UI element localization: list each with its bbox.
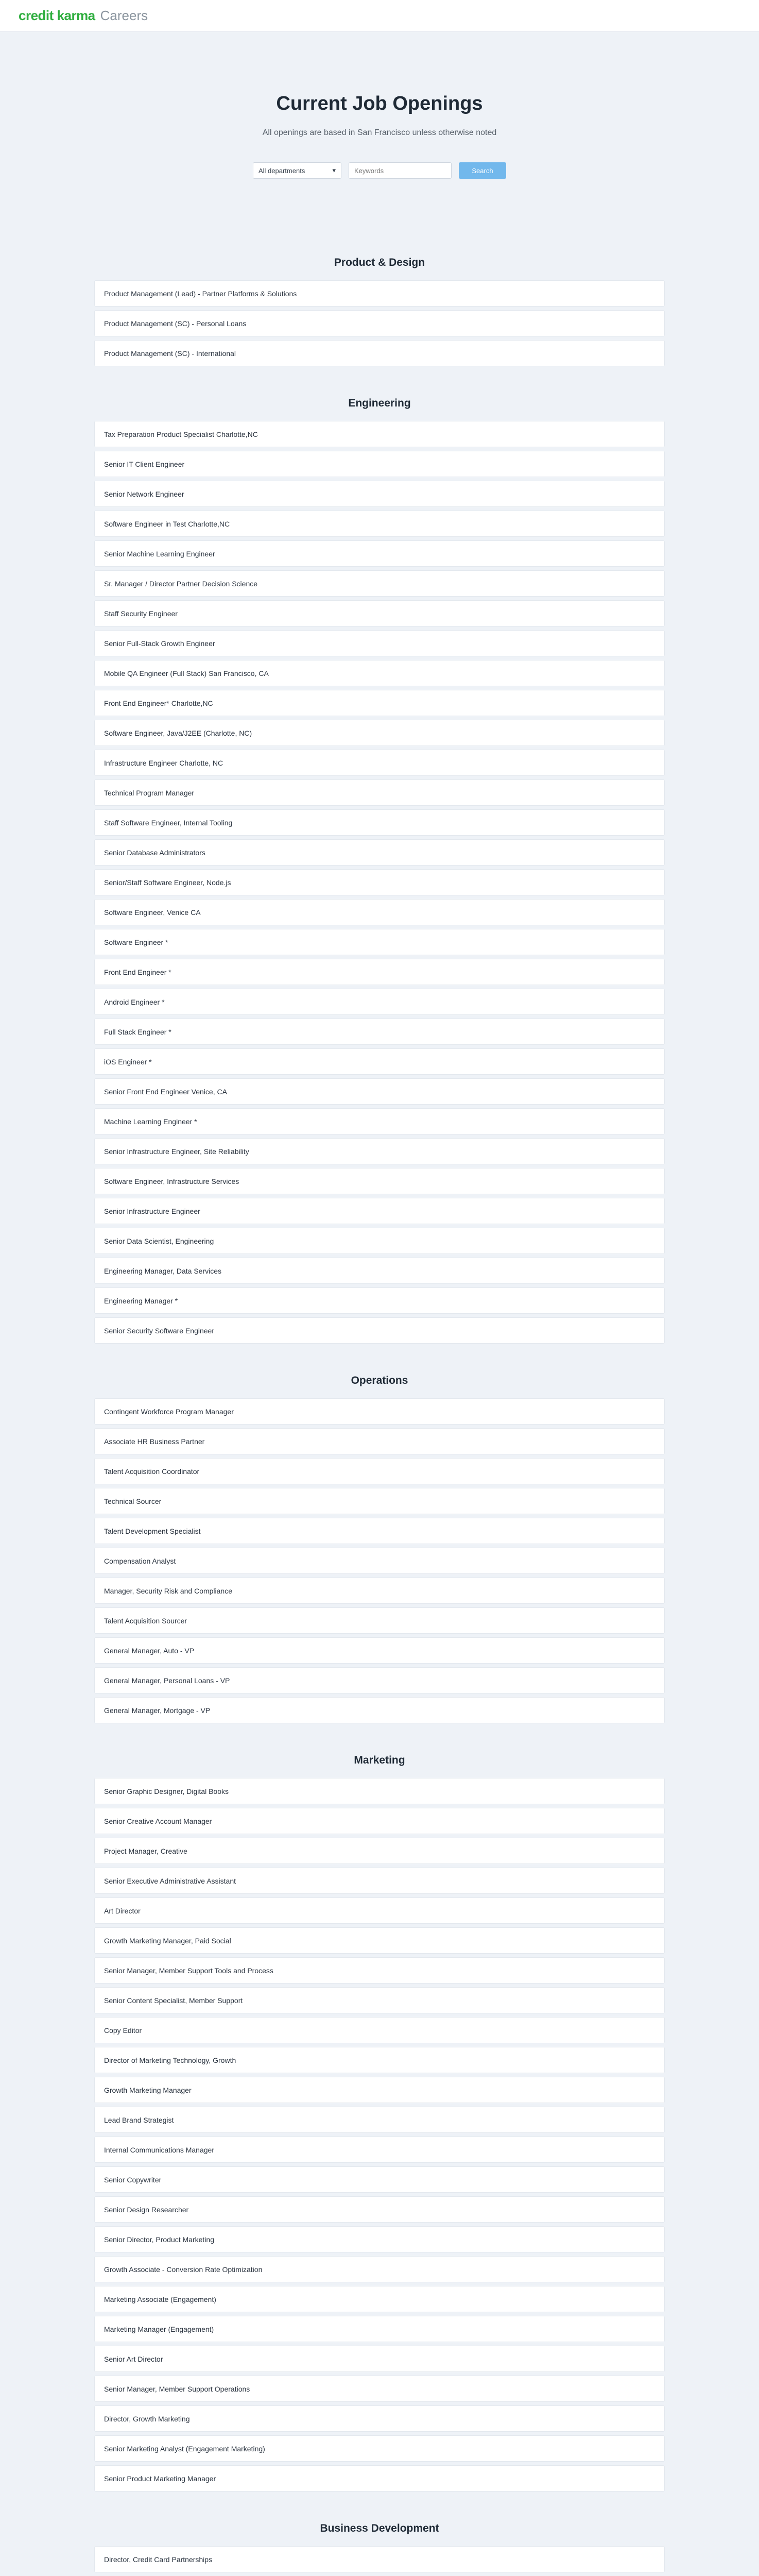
job-listing-link[interactable]: Senior/Staff Software Engineer, Node.js: [94, 869, 665, 895]
job-listing-link[interactable]: Senior Database Administrators: [94, 839, 665, 866]
job-listing-link[interactable]: Growth Marketing Manager: [94, 2077, 665, 2103]
job-listing-link[interactable]: Senior Full-Stack Growth Engineer: [94, 630, 665, 656]
section-title: Marketing: [354, 1754, 405, 1766]
job-listing-link[interactable]: Engineering Manager, Data Services: [94, 1258, 665, 1284]
job-listing-link[interactable]: Mobile QA Engineer (Full Stack) San Francisco, CA: [94, 660, 665, 686]
job-listing-link[interactable]: Senior Marketing Analyst (Engagement Marketing): [94, 2435, 665, 2462]
header-subtitle: Careers: [100, 8, 148, 23]
job-listing-link[interactable]: Senior Graphic Designer, Digital Books: [94, 1778, 665, 1804]
job-listing-link[interactable]: Director, Credit Card Partnerships: [94, 2546, 665, 2572]
job-listing-link[interactable]: Software Engineer, Java/J2EE (Charlotte, NC): [94, 720, 665, 746]
job-listing-link[interactable]: Marketing Associate (Engagement): [94, 2286, 665, 2312]
job-listing-link[interactable]: Technical Sourcer: [94, 1488, 665, 1514]
job-listing-link[interactable]: Software Engineer in Test Charlotte,NC: [94, 511, 665, 537]
hero: [0, 32, 759, 226]
job-listing-link[interactable]: Staff Software Engineer, Internal Tooling: [94, 809, 665, 836]
job-listing-link[interactable]: Machine Learning Engineer *: [94, 1108, 665, 1134]
job-listing-link[interactable]: Internal Communications Manager: [94, 2137, 665, 2163]
job-listing-link[interactable]: Lead Brand Strategist: [94, 2107, 665, 2133]
job-listing-link[interactable]: Full Stack Engineer *: [94, 1019, 665, 1045]
job-section: [94, 1375, 665, 1723]
job-listing-link[interactable]: Product Management (Lead) - Partner Platforms & Solutions: [94, 280, 665, 307]
job-listing-link[interactable]: Marketing Manager (Engagement): [94, 2316, 665, 2342]
section-title: Engineering: [348, 397, 411, 409]
section-title: Product & Design: [334, 257, 425, 268]
job-listing-link[interactable]: Product Management (SC) - Personal Loans: [94, 310, 665, 336]
keywords-input[interactable]: [349, 162, 452, 179]
job-listing-link[interactable]: Project Manager, Creative: [94, 1838, 665, 1864]
job-listing-link[interactable]: Growth Marketing Manager, Paid Social: [94, 1927, 665, 1954]
credit-karma-logo[interactable]: credit karma: [19, 8, 95, 23]
job-listing-link[interactable]: Director of Marketing Technology, Growth: [94, 2047, 665, 2073]
job-listing-link[interactable]: Software Engineer, Venice CA: [94, 899, 665, 925]
job-listing-link[interactable]: Front End Engineer* Charlotte,NC: [94, 690, 665, 716]
job-listing-link[interactable]: Senior Art Director: [94, 2346, 665, 2372]
search-button[interactable]: Search: [459, 162, 506, 179]
job-listing-link[interactable]: Senior Executive Administrative Assistant: [94, 1868, 665, 1894]
job-listing-link[interactable]: Senior Machine Learning Engineer: [94, 540, 665, 567]
job-listing-link[interactable]: Senior Front End Engineer Venice, CA: [94, 1078, 665, 1105]
job-listing-link[interactable]: Senior Manager, Member Support Tools and Process: [94, 1957, 665, 1984]
job-listing-link[interactable]: Contingent Workforce Program Manager: [94, 1398, 665, 1425]
site-header: [0, 0, 759, 32]
job-listing-link[interactable]: Talent Acquisition Coordinator: [94, 1458, 665, 1484]
job-listing-link[interactable]: Senior Infrastructure Engineer: [94, 1198, 665, 1224]
page-subtitle: All openings are based in San Francisco unless otherwise noted: [262, 128, 497, 137]
job-listing-link[interactable]: Senior Network Engineer: [94, 481, 665, 507]
job-listing-link[interactable]: Copy Editor: [94, 2017, 665, 2043]
job-listing-link[interactable]: Senior Product Marketing Manager: [94, 2465, 665, 2492]
job-listing-link[interactable]: Manager, Security Risk and Compliance: [94, 1578, 665, 1604]
chevron-down-icon: ▾: [332, 166, 336, 174]
job-listing-link[interactable]: Associate HR Business Partner: [94, 1428, 665, 1454]
job-listing-link[interactable]: Front End Engineer *: [94, 959, 665, 985]
job-filters: [0, 162, 759, 179]
job-listing-link[interactable]: Director, Growth Marketing: [94, 2405, 665, 2432]
department-select[interactable]: [253, 162, 341, 179]
job-listing-link[interactable]: Software Engineer, Infrastructure Services: [94, 1168, 665, 1194]
job-listing-link[interactable]: Senior Security Software Engineer: [94, 1317, 665, 1344]
job-listing-link[interactable]: Sr. Manager / Director Partner Decision Science: [94, 570, 665, 597]
job-listing-link[interactable]: General Manager, Auto - VP: [94, 1637, 665, 1664]
job-listing-link[interactable]: Staff Security Engineer: [94, 600, 665, 626]
job-listing-link[interactable]: Tax Preparation Product Specialist Charlotte,NC: [94, 421, 665, 447]
job-listing-link[interactable]: iOS Engineer *: [94, 1048, 665, 1075]
department-select-value: All departments: [258, 166, 305, 175]
job-listing-link[interactable]: Infrastructure Engineer Charlotte, NC: [94, 750, 665, 776]
job-listing-link[interactable]: Technical Program Manager: [94, 779, 665, 806]
page-title: Current Job Openings: [276, 93, 483, 114]
job-listing-link[interactable]: Art Director: [94, 1897, 665, 1924]
job-section: [94, 397, 665, 1344]
job-listing-link[interactable]: Android Engineer *: [94, 989, 665, 1015]
section-title: Operations: [351, 1375, 408, 1386]
job-listings: [94, 257, 665, 2576]
job-listing-link[interactable]: Senior Creative Account Manager: [94, 1808, 665, 1834]
job-listing-link[interactable]: Senior IT Client Engineer: [94, 451, 665, 477]
job-listing-link[interactable]: Senior Infrastructure Engineer, Site Reliability: [94, 1138, 665, 1164]
job-listing-link[interactable]: Talent Acquisition Sourcer: [94, 1607, 665, 1634]
job-listing-link[interactable]: Compensation Analyst: [94, 1548, 665, 1574]
section-title: Business Development: [320, 2522, 439, 2534]
job-listing-link[interactable]: General Manager, Mortgage - VP: [94, 1697, 665, 1723]
job-listing-link[interactable]: Software Engineer *: [94, 929, 665, 955]
job-listing-link[interactable]: Senior Data Scientist, Engineering: [94, 1228, 665, 1254]
job-listing-link[interactable]: Senior Copywriter: [94, 2166, 665, 2193]
job-listing-link[interactable]: Senior Content Specialist, Member Support: [94, 1987, 665, 2013]
job-listing-link[interactable]: General Manager, Personal Loans - VP: [94, 1667, 665, 1693]
job-listing-link[interactable]: Talent Development Specialist: [94, 1518, 665, 1544]
job-listing-link[interactable]: Growth Associate - Conversion Rate Optimization: [94, 2256, 665, 2282]
job-listing-link[interactable]: Engineering Manager *: [94, 1287, 665, 1314]
job-listing-link[interactable]: Product Management (SC) - International: [94, 340, 665, 366]
job-listing-link[interactable]: Senior Director, Product Marketing: [94, 2226, 665, 2252]
job-listing-link[interactable]: Senior Design Researcher: [94, 2196, 665, 2223]
job-section: [94, 1754, 665, 2492]
job-listing-link[interactable]: Senior Manager, Member Support Operations: [94, 2376, 665, 2402]
job-section: [94, 257, 665, 366]
job-section: [94, 2522, 665, 2576]
